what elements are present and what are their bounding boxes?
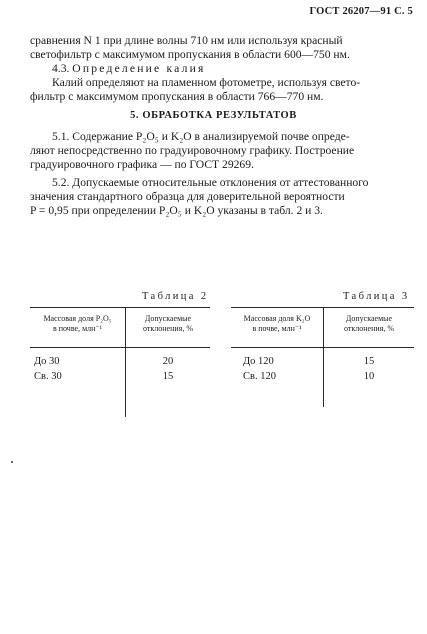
table-3-label: Таблица 3 <box>343 291 410 302</box>
text-line: фильтр с максимумом пропускания в области 766—770 нм. <box>30 90 324 103</box>
column-header-deviation: Допускаемые отклонения, % <box>343 314 394 333</box>
table-cell-value: 10 <box>363 371 375 382</box>
column-header-mass-fraction: Массовая доля K₂O в почве, млн⁻¹ <box>243 314 311 333</box>
paragraph-5-1 <box>30 130 414 172</box>
paragraph-continuation <box>30 34 414 62</box>
table-cell-range: Св. 30 <box>34 371 62 382</box>
table-cell-value: 20 <box>162 356 174 367</box>
paragraph-5-2 <box>30 176 414 218</box>
table-cell-range: До 30 <box>34 356 60 367</box>
running-head: ГОСТ 26207—91 С. 5 <box>309 6 413 17</box>
table-3 <box>231 307 414 407</box>
table-cell-value: 15 <box>162 371 174 382</box>
subsection-heading <box>52 62 414 76</box>
text-line: градуировочного графика — по ГОСТ 29269. <box>30 158 254 171</box>
table-rule <box>30 347 210 348</box>
text-line: светофильтр с максимумом пропускания в области 600—750 нм. <box>30 48 350 61</box>
table-cell-range: Св. 120 <box>243 371 276 382</box>
section-title: 5. ОБРАБОТКА РЕЗУЛЬТАТОВ <box>130 110 297 121</box>
text-line: 5.1. Содержание P₂O₅ и K₂O в анализируемой почве опреде- <box>52 130 350 143</box>
table-2-label: Таблица 2 <box>142 291 209 302</box>
text-line: ляют непосредственно по градуировочному графику. Построение <box>30 144 355 157</box>
scan-speck <box>11 461 13 463</box>
subsection-title: Определение калия <box>72 62 206 75</box>
table-rule <box>30 307 210 308</box>
table-2 <box>30 307 210 417</box>
text-line: P = 0,95 при определении P₂O₅ и K₂O указаны в табл. 2 и 3. <box>30 204 323 217</box>
text-line: значения стандартного образца для доверительной вероятности <box>30 190 345 203</box>
column-header-deviation: Допускаемые отклонения, % <box>142 314 193 333</box>
text-line: 5.2. Допускаемые относительные отклонения от аттестованного <box>52 176 369 189</box>
text-line: Калий определяют на пламенном фотометре, используя свето- <box>52 76 361 89</box>
column-header-mass-fraction: Массовая доля P₂O₅ в почве, млн⁻¹ <box>43 314 112 333</box>
subsection-number: 4.3. <box>52 62 70 75</box>
text-line: сравнения N 1 при длине волны 710 нм или используя красный <box>30 34 343 47</box>
table-cell-range: До 120 <box>243 356 274 367</box>
table-cell-value: 15 <box>363 356 375 367</box>
paragraph-potassium <box>30 76 414 104</box>
